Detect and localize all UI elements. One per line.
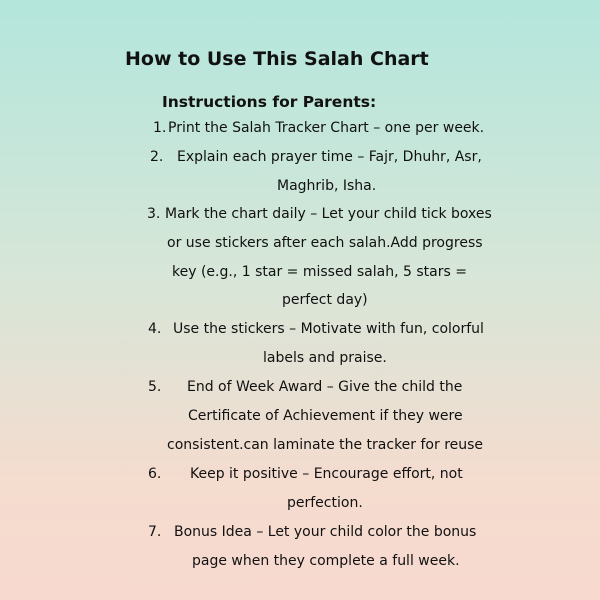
item-3-line-1: Mark the chart daily – Let your child tick boxes xyxy=(165,206,492,222)
item-6-line-2: perfection. xyxy=(287,495,363,511)
item-2-number: 2. xyxy=(150,149,164,165)
item-3-line-2: or use stickers after each salah.Add progress xyxy=(167,235,483,251)
item-1-number: 1. xyxy=(153,120,167,136)
item-4-number: 4. xyxy=(148,321,162,337)
item-5-line-2: Certificate of Achievement if they were xyxy=(188,408,463,424)
item-3-line-4: perfect day) xyxy=(282,292,368,308)
item-3-number: 3. xyxy=(147,206,161,222)
item-7-line-1: Bonus Idea – Let your child color the bonus xyxy=(174,524,477,540)
instructions-subtitle: Instructions for Parents: xyxy=(162,93,377,111)
item-5-number: 5. xyxy=(148,379,162,395)
item-4-line-1: Use the stickers – Motivate with fun, colorful xyxy=(173,321,484,337)
item-4-line-2: labels and praise. xyxy=(263,350,387,366)
item-1-line-1: Print the Salah Tracker Chart – one per week. xyxy=(168,120,485,136)
item-3-line-3: key (e.g., 1 star = missed salah, 5 stars = xyxy=(172,264,467,280)
item-7-line-2: page when they complete a full week. xyxy=(192,553,460,569)
item-7-number: 7. xyxy=(148,524,162,540)
item-5-line-1: End of Week Award – Give the child the xyxy=(187,379,463,395)
item-6-number: 6. xyxy=(148,466,162,482)
item-2-line-2: Maghrib, Isha. xyxy=(277,178,377,194)
item-2-line-1: Explain each prayer time – Fajr, Dhuhr, Asr, xyxy=(177,149,482,165)
item-5-line-3: consistent.can laminate the tracker for reuse xyxy=(167,437,484,453)
item-6-line-1: Keep it positive – Encourage effort, not xyxy=(190,466,463,482)
page-title: How to Use This Salah Chart xyxy=(125,48,429,70)
